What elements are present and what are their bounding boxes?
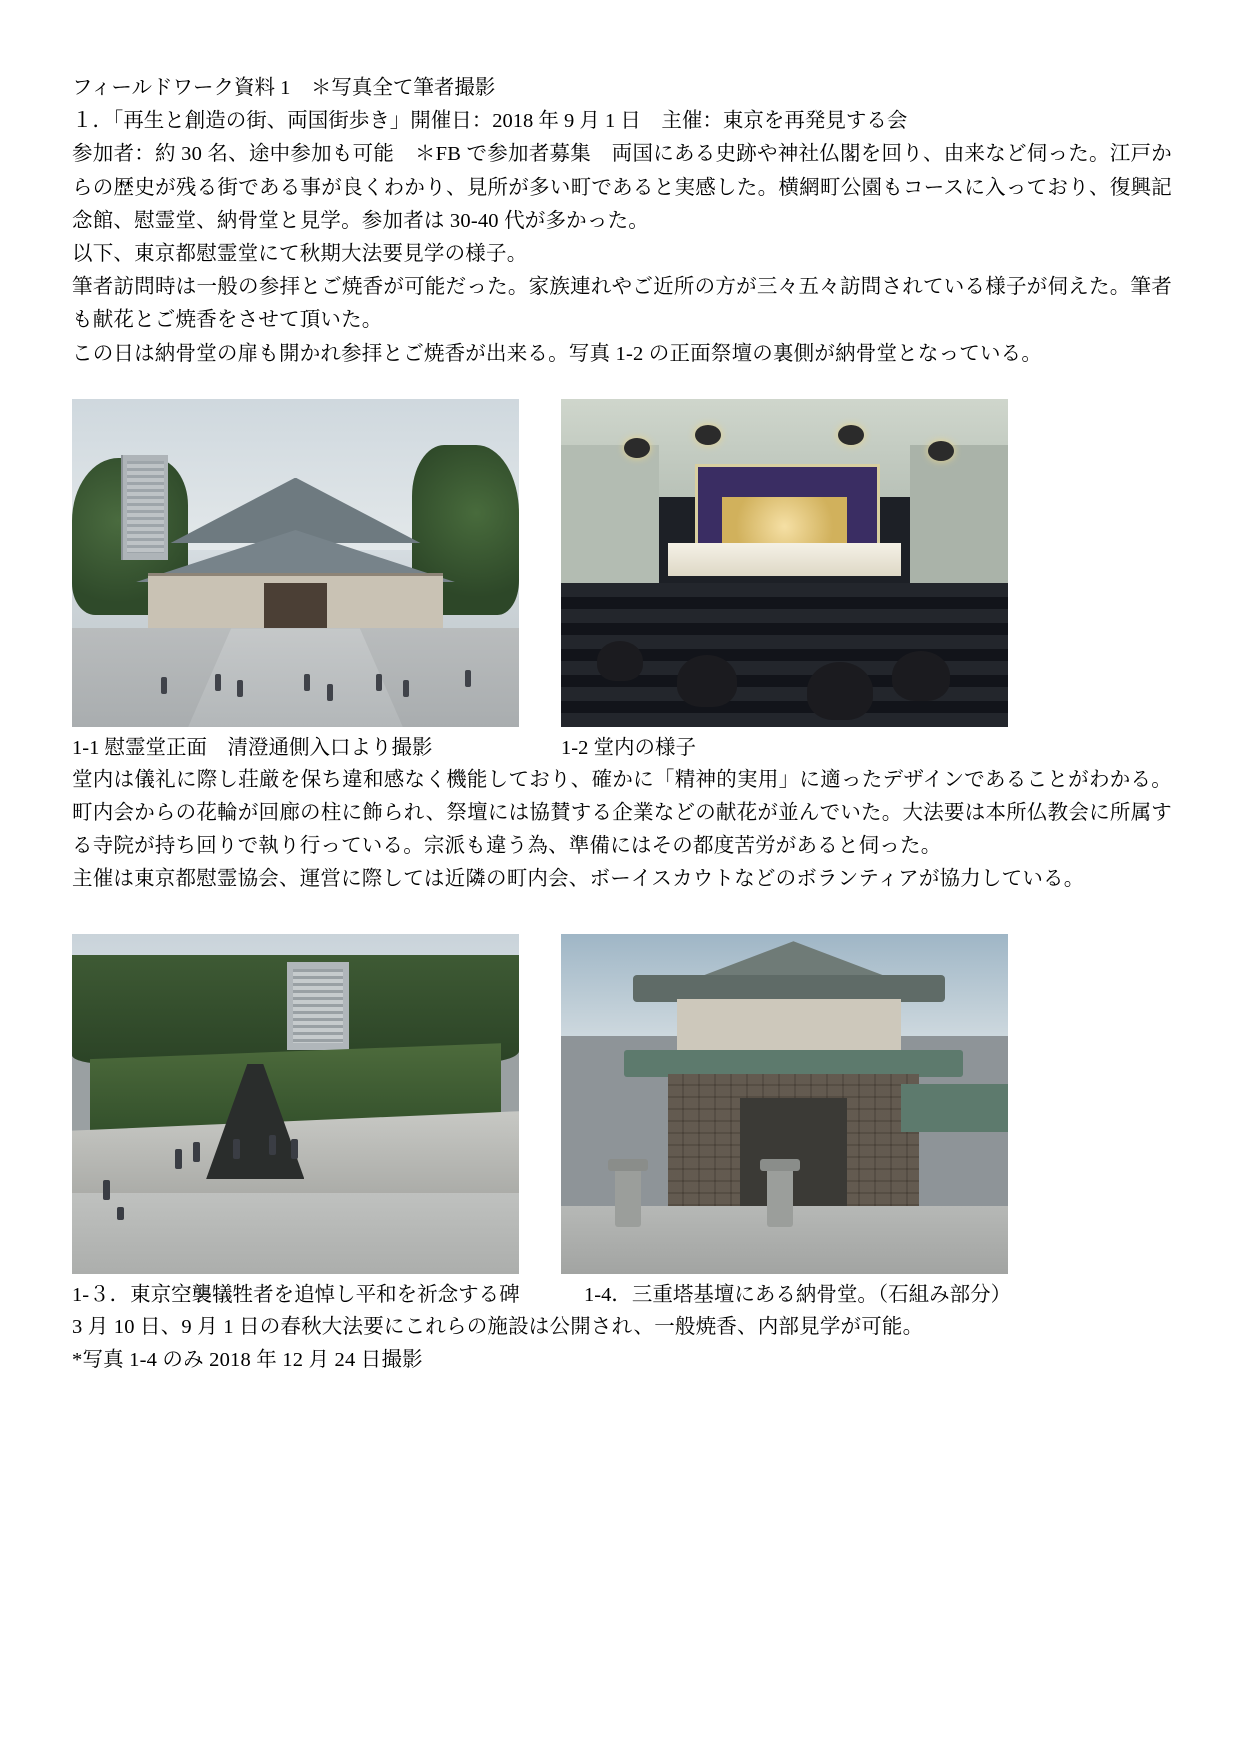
caption-1-4: 1-4．三重塔基壇にある納骨堂。（石組み部分） (584, 1284, 1012, 1307)
paragraph-2: 以下、東京都慰霊堂にて秋期大法要見学の様子。 (72, 243, 528, 266)
section-heading-1: １．「再生と創造の街、両国街歩き」開催日：2018 年 9 月 1 日 主催：東京を再発見する会 (72, 110, 908, 133)
document-header: フィールドワーク資料 1 ＊写真全て筆者撮影 (72, 77, 496, 99)
photo-cell-1-2 (561, 399, 1008, 727)
paragraph-5: 堂内は儀礼に際し荘厳を保ち違和感なく機能しており、確かに「精神的実用」に適ったデザインであることがわかる。町内会からの花輪が回廊の柱に飾られ、祭壇には協賛する企業などの献花が並んでいた。大法要は本所仏教会に所属する寺院が持ち回りで執り行っている。宗派も違う為、準備にはその都度苦労があると伺った。 (72, 768, 1172, 857)
paragraph-1: 参加者：約 30 名、途中参加も可能 ＊FB で参加者募集 両国にある史跡や神社仏閣を回り、由来など伺った。江戸からの歴史が残る街である事が良くわかり、見所が多い町であると実感した。横網町公園もコースに入っており、復興記念館、慰霊堂、納骨堂と見学。参加者は 30-40 代が多かった。 (72, 143, 1172, 232)
paragraph-4: この日は納骨堂の扉も開かれ参拝とご焼香が出来る。写真 1-2 の正面祭壇の裏側が納骨堂となっている。 (72, 342, 1043, 365)
image-1-4 (561, 934, 1008, 1274)
photo-row-2 (72, 934, 1172, 1274)
image-1-1 (72, 399, 519, 727)
caption-row-1 (72, 733, 1172, 764)
paragraph-8: *写真 1-4 のみ 2018 年 12 月 24 日撮影 (72, 1349, 423, 1372)
image-1-3 (72, 934, 519, 1274)
photo-row-1 (72, 399, 1172, 727)
document-body (72, 72, 1172, 1378)
caption-1-1: 1-1 慰霊堂正面 清澄通側入口より撮影 (72, 736, 433, 759)
caption-1-2: 1-2 堂内の様子 (561, 736, 696, 759)
paragraph-6: 主催は東京都慰霊協会、運営に際しては近隣の町内会、ボーイスカウトなどのボランティアが協力している。 (72, 868, 1085, 891)
image-1-2 (561, 399, 1008, 727)
caption-row-2 (72, 1280, 1172, 1311)
caption-1-3: 1-３．東京空襲犠牲者を追悼し平和を祈念する碑 (72, 1284, 520, 1307)
photo-cell-1-4 (561, 934, 1008, 1274)
paragraph-3: 筆者訪問時は一般の参拝とご焼香が可能だった。家族連れやご近所の方が三々五々訪問されている様子が伺えた。筆者も献花とご焼香をさせて頂いた。 (72, 276, 1172, 332)
paragraph-7: 3 月 10 日、9 月 1 日の春秋大法要にこれらの施設は公開され、一般焼香、内部見学が可能。 (72, 1316, 924, 1339)
photo-cell-1-3 (72, 934, 519, 1274)
photo-cell-1-1 (72, 399, 519, 727)
